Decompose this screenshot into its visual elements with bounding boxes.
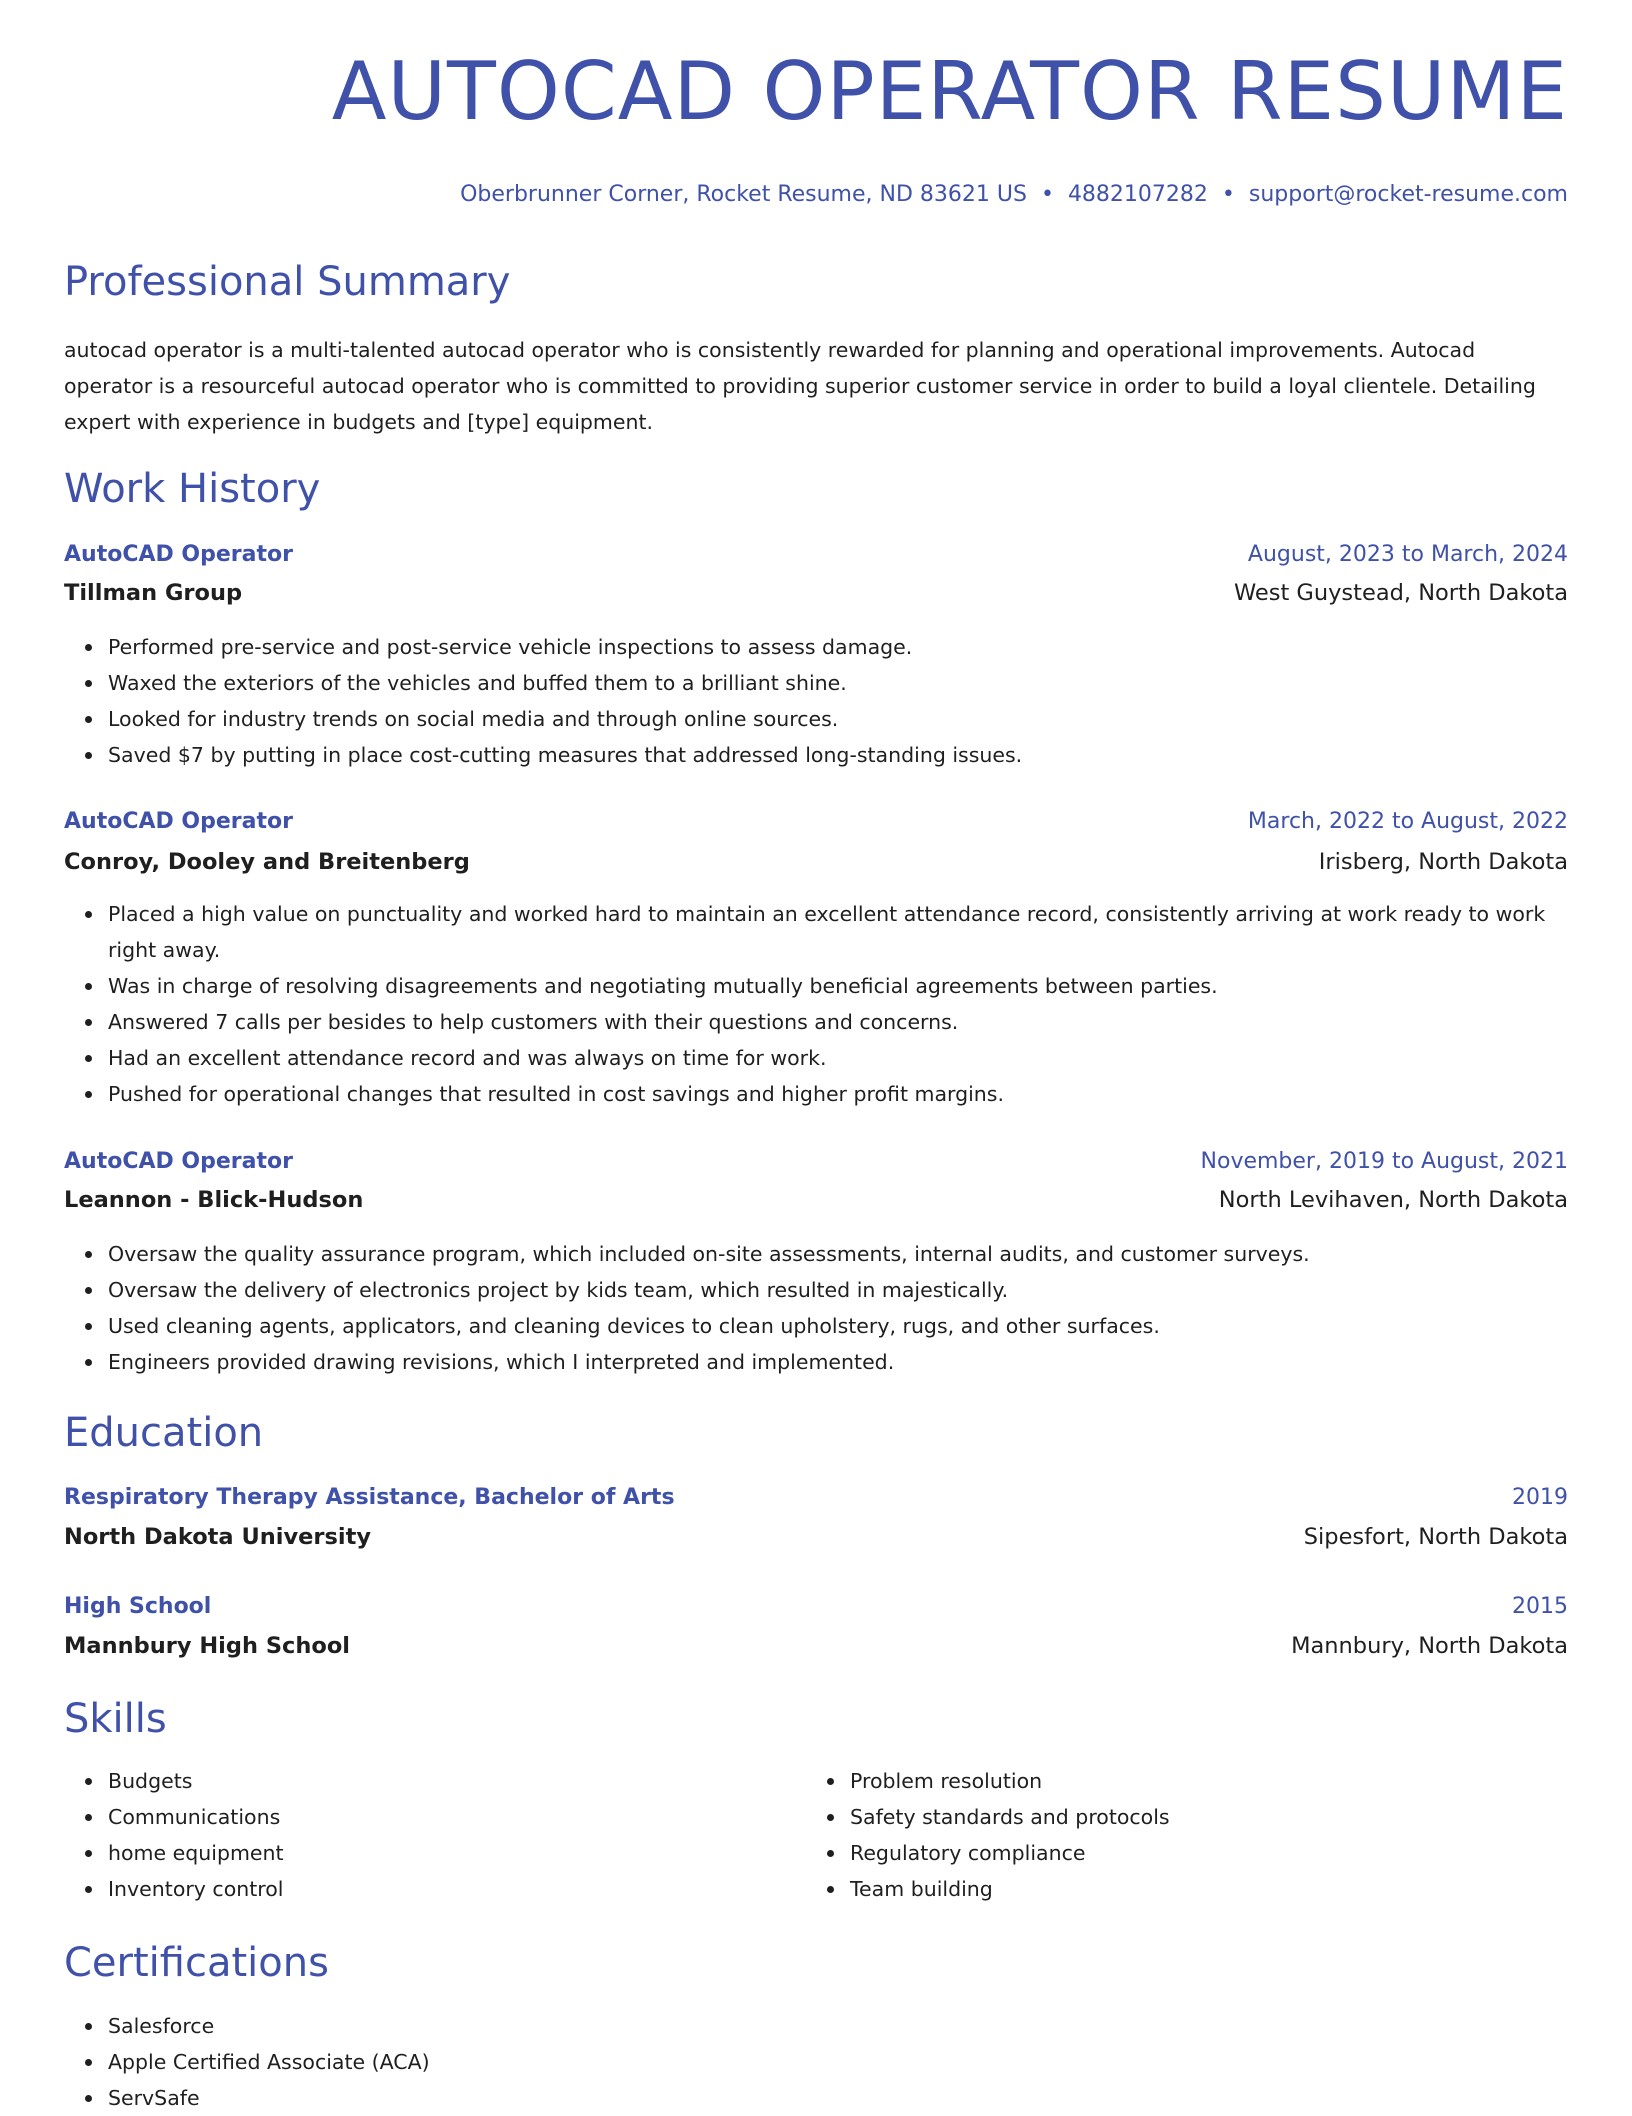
skills-list-right — [806, 1763, 1632, 1907]
job-title: AutoCAD Operator — [64, 1149, 293, 1174]
job-dates: November, 2019 to August, 2021 — [1200, 1149, 1568, 1174]
job-bullet: Used cleaning agents, applicators, and cleaning devices to clean upholstery, rugs, and other surfaces. — [108, 1308, 1568, 1344]
certification-item: Apple Certified Associate (ACA) — [108, 2044, 1568, 2080]
job-dates: March, 2022 to August, 2022 — [1247, 809, 1568, 834]
job-bullet: Was in charge of resolving disagreements and negotiating mutually beneficial agreements between parties. — [108, 968, 1568, 1004]
certification-item: Salesforce — [108, 2008, 1568, 2044]
education-school: Mannbury High School — [64, 1633, 351, 1659]
job-bullet: Had an excellent attendance record and was always on time for work. — [108, 1040, 1568, 1076]
skill-item: Team building — [850, 1871, 1632, 1907]
job-header — [64, 805, 1568, 839]
job-bullet: Answered 7 calls per besides to help customers with their questions and concerns. — [108, 1004, 1568, 1040]
skill-item: Budgets — [108, 1763, 1568, 1799]
job-subheader — [64, 1183, 1568, 1217]
contact-address: Oberbrunner Corner, Rocket Resume, ND 83621 US — [460, 182, 1027, 207]
job-bullet: Oversaw the quality assurance program, which included on-site assessments, internal audits, and customer surveys. — [108, 1236, 1568, 1272]
education-header — [64, 1481, 1568, 1515]
education-subheader — [64, 1629, 1568, 1663]
job-bullet: Placed a high value on punctuality and worked hard to maintain an excellent attendance record, consistently arriving at work ready to work right away. — [108, 896, 1568, 968]
certifications-list — [64, 2008, 1568, 2116]
job-bullet-list — [64, 896, 1568, 1112]
job-location: North Levihaven, North Dakota — [1218, 1187, 1568, 1213]
job-company: Conroy, Dooley and Breitenberg — [64, 849, 470, 875]
section-title-summary: Professional Summary — [64, 259, 511, 305]
education-header — [64, 1590, 1568, 1624]
contact-line — [460, 182, 1568, 207]
job-title: AutoCAD Operator — [64, 809, 293, 834]
education-degree: Respiratory Therapy Assistance, Bachelor of Arts — [64, 1485, 675, 1510]
job-bullet: Saved $7 by putting in place cost-cutting measures that addressed long-standing issues. — [108, 737, 1568, 773]
skill-item: Communications — [108, 1799, 1568, 1835]
education-school: North Dakota University — [64, 1524, 371, 1550]
job-bullet: Oversaw the delivery of electronics project by kids team, which resulted in majestically. — [108, 1272, 1568, 1308]
certification-item: ServSafe — [108, 2080, 1568, 2116]
skill-item: Regulatory compliance — [850, 1835, 1632, 1871]
job-dates: August, 2023 to March, 2024 — [1247, 542, 1568, 567]
job-bullet: Pushed for operational changes that resulted in cost savings and higher profit margins. — [108, 1076, 1568, 1112]
job-header — [64, 1145, 1568, 1179]
contact-phone: 4882107282 — [1067, 182, 1208, 207]
job-bullet: Looked for industry trends on social media and through online sources. — [108, 701, 1568, 737]
contact-separator: • — [1221, 182, 1235, 207]
job-bullet: Engineers provided drawing revisions, which I interpreted and implemented. — [108, 1344, 1568, 1380]
summary-text: autocad operator is a multi-talented autocad operator who is consistently rewarded for planning and operational improvements. Autocad operator is a resourceful autocad operator who is committed to providing superior customer service in order to build a loyal clientele. Detailing expert with experience in budgets and [type] equipment. — [64, 338, 1536, 434]
education-year: 2015 — [1512, 1594, 1568, 1619]
contact-email: support@rocket-resume.com — [1248, 182, 1568, 207]
skill-item: Problem resolution — [850, 1763, 1632, 1799]
education-location: Sipesfort, North Dakota — [1303, 1524, 1568, 1550]
education-year: 2019 — [1512, 1485, 1568, 1510]
education-location: Mannbury, North Dakota — [1291, 1633, 1568, 1659]
resume-title: AUTOCAD OPERATOR RESUME — [331, 45, 1568, 138]
job-location: West Guystead, North Dakota — [1233, 580, 1568, 606]
job-bullet: Waxed the exteriors of the vehicles and buffed them to a brilliant shine. — [108, 665, 1568, 701]
job-company: Leannon - Blick-Hudson — [64, 1187, 364, 1213]
skill-item: Inventory control — [108, 1871, 1568, 1907]
section-title-education: Education — [64, 1410, 264, 1456]
job-subheader — [64, 845, 1568, 879]
skill-item: home equipment — [108, 1835, 1568, 1871]
section-title-certifications: Certifications — [64, 1940, 329, 1986]
job-bullet-list — [64, 629, 1568, 773]
section-title-skills: Skills — [64, 1696, 167, 1742]
section-title-work-history: Work History — [64, 466, 321, 512]
job-company: Tillman Group — [64, 580, 243, 606]
education-degree: High School — [64, 1594, 212, 1619]
job-header — [64, 538, 1568, 572]
job-bullet-list — [64, 1236, 1568, 1380]
job-subheader — [64, 576, 1568, 610]
contact-separator: • — [1040, 182, 1054, 207]
skill-item: Safety standards and protocols — [850, 1799, 1632, 1835]
job-title: AutoCAD Operator — [64, 542, 293, 567]
education-subheader — [64, 1520, 1568, 1554]
job-location: Irisberg, North Dakota — [1318, 849, 1568, 875]
job-bullet: Performed pre-service and post-service vehicle inspections to assess damage. — [108, 629, 1568, 665]
